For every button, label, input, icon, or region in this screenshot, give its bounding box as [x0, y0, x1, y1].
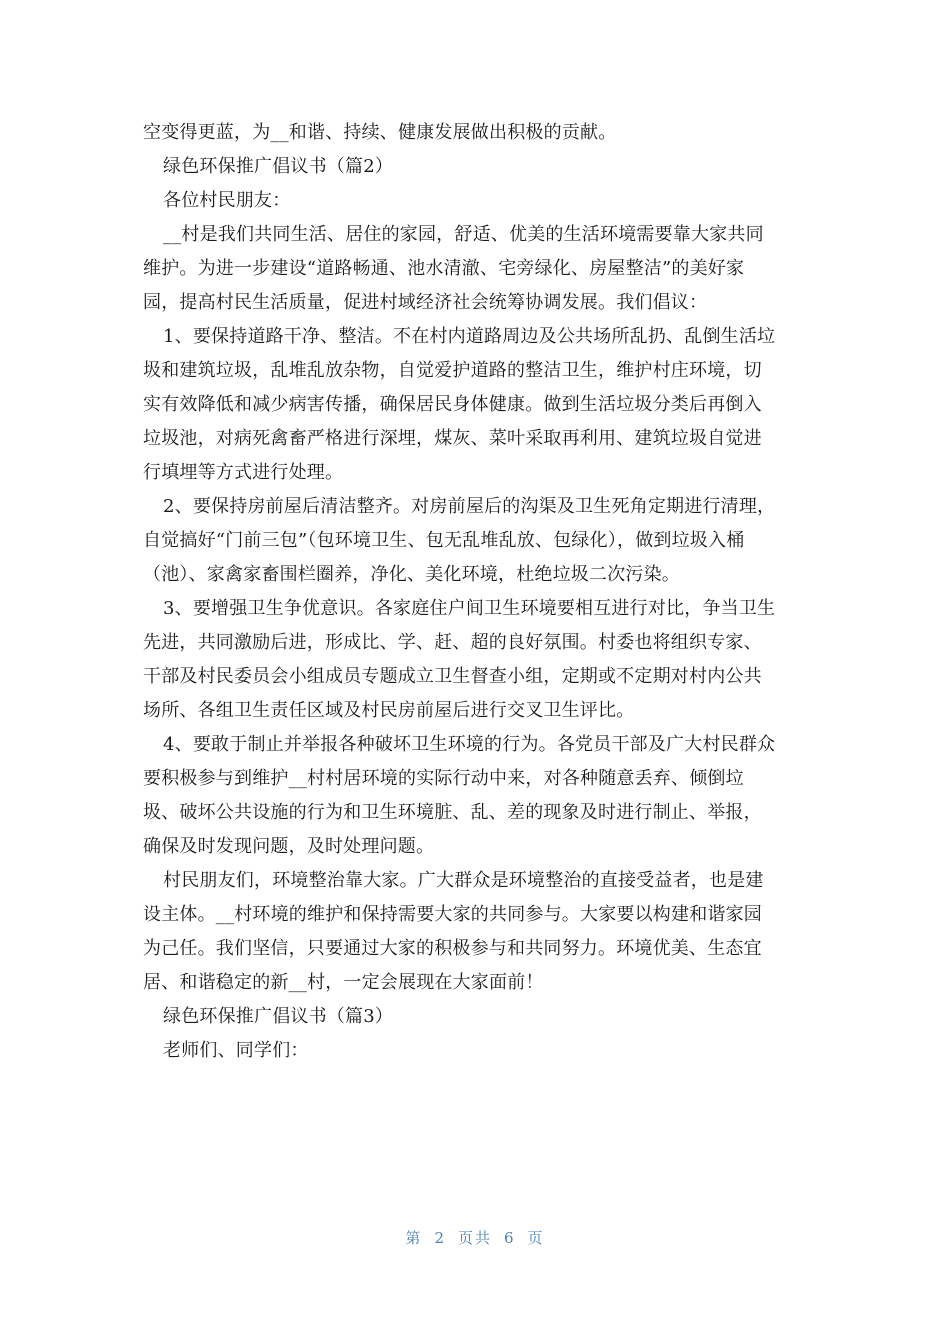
- section-title: 绿色环保推广倡议书（篇3）: [163, 1006, 394, 1027]
- footer-middle: 页共: [457, 1229, 492, 1247]
- footer-prefix: 第: [405, 1229, 423, 1247]
- text-line: 先进，共同激励后进，形成比、学、赶、超的良好氛围。村委也将组织专家、: [143, 632, 762, 653]
- salutation: 各位村民朋友：: [163, 190, 291, 211]
- document-body: [143, 116, 809, 1068]
- text-line: 4、要敢于制止并举报各种破坏卫生环境的行为。各党员干部及广大村民群众: [163, 734, 776, 755]
- text-line: __村是我们共同生活、居住的家园，舒适、优美的生活环境需要靠大家共同: [163, 224, 764, 245]
- text-line: 行填埋等方式进行处理。: [143, 462, 344, 483]
- text-line: 实有效降低和减少病害传播，确保居民身体健康。做到生活垃圾分类后再倒入: [143, 394, 762, 415]
- text-line: 圾、破坏公共设施的行为和卫生环境脏、乱、差的现象及时进行制止、举报，: [143, 802, 762, 823]
- text-line: 要积极参与到维护__村村居环境的实际行动中来，对各种随意丢弃、倾倒垃: [143, 768, 744, 789]
- footer-suffix: 页: [527, 1229, 545, 1247]
- text-line: 村民朋友们，环境整治靠大家。广大群众是环境整治的直接受益者，也是建: [163, 870, 764, 891]
- text-line: （池）、家禽家畜围栏圈养，净化、美化环境，杜绝垃圾二次污染。: [143, 564, 680, 585]
- text-line: 设主体。__村环境的维护和保持需要大家的共同参与。大家要以构建和谐家园: [143, 904, 762, 925]
- text-line: 3、要增强卫生争优意识。各家庭住户间卫生环境要相互进行对比，争当卫生: [163, 598, 776, 619]
- text-line: 维护。为进一步建设“道路畅通、池水清澈、宅旁绿化、房屋整洁”的美好家: [143, 258, 745, 279]
- text-line: 1、要保持道路干净、整洁。不在村内道路周边及公共场所乱扔、乱倒生活垃: [163, 326, 776, 347]
- text-line: 空变得更蓝，为__和谐、持续、健康发展做出积极的贡献。: [143, 122, 617, 143]
- text-line: 2、要保持房前屋后清洁整齐。对房前屋后的沟渠及卫生死角定期进行清理，: [163, 496, 776, 517]
- text-line: 圾和建筑垃圾，乱堆乱放杂物，自觉爱护道路的整洁卫生，维护村庄环境，切: [143, 360, 762, 381]
- text-line: 干部及村民委员会小组成员专题成立卫生督查小组，定期或不定期对村内公共: [143, 666, 762, 687]
- section-title: 绿色环保推广倡议书（篇2）: [163, 156, 394, 177]
- total-pages-number: 6: [504, 1229, 516, 1247]
- text-line: 为己任。我们坚信，只要通过大家的积极参与和共同努力。环境优美、生态宜: [143, 938, 762, 959]
- text-line: 垃圾池，对病死禽畜严格进行深埋，煤灰、菜叶采取再利用、建筑垃圾自觉进: [143, 428, 762, 449]
- text-line: 场所、各组卫生责任区域及村民房前屋后进行交叉卫生评比。: [143, 700, 635, 721]
- current-page-number: 2: [434, 1229, 446, 1247]
- page-footer: [0, 1224, 950, 1252]
- text-line: 居、和谐稳定的新__村，一定会展现在大家面前！: [143, 972, 544, 993]
- text-line: 自觉搞好“门前三包”（包环境卫生、包无乱堆乱放、包绿化），做到垃圾入桶: [143, 530, 745, 551]
- salutation: 老师们、同学们：: [163, 1040, 309, 1061]
- text-line: 园，提高村民生活质量，促进村域经济社会统筹协调发展。我们倡议：: [143, 292, 708, 313]
- text-line: 确保及时发现问题，及时处理问题。: [143, 836, 435, 857]
